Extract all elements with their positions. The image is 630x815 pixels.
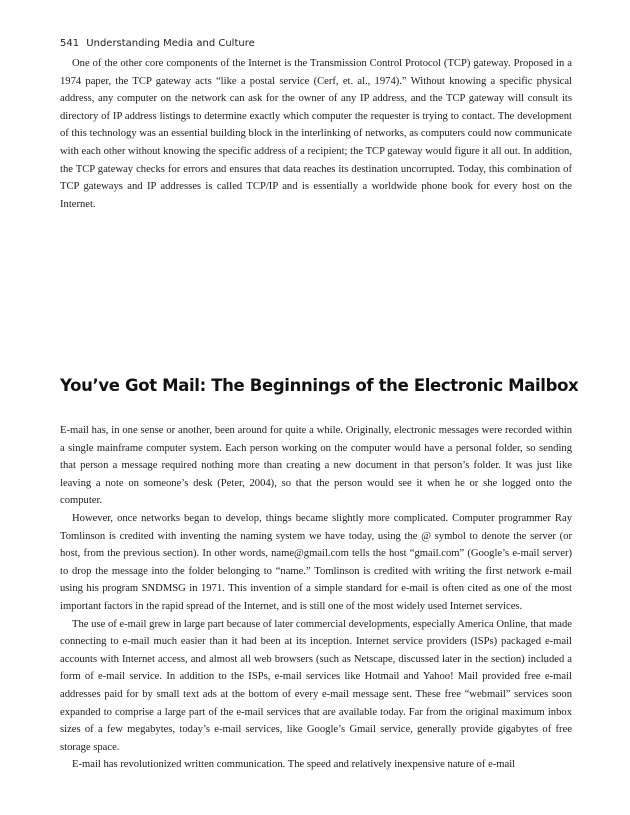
book-title: Understanding Media and Culture <box>86 38 255 49</box>
paragraph: The use of e-mail grew in large part because of later commercial developments, especially America Online, that made connecting to e-mail much easier than it had been at its inception. Internet service providers (ISPs) packaged e-mail accounts with Internet access, and almost all web browsers (such as Netscape, discussed later in the section) included a form of e-mail service. In addition to the ISPs, e-mail services like Hotmail and Yahoo! Mail provided free e-mail addresses paid for by small text ads at the bottom of every e-mail message sent. These free “webmail” services soon expanded to comprise a large part of the e-mail services that are available today. Far from the original maximum inbox sizes of a few megabytes, today’s e-mail services, like Google’s Gmail service, generally provide gigabytes of free storage space. <box>60 618 572 753</box>
tcp-section-text <box>60 55 572 213</box>
paragraph: E-mail has, in one sense or another, been around for quite a while. Originally, electronic messages were recorded within a single mainframe computer system. Each person working on the computer would have a personal folder, so sending that person a message required nothing more than creating a new document in that person’s folder. It was just like leaving a note on someone’s desk (Peter, 2004), so that the person would see it when he or she logged onto the computer. <box>60 425 572 507</box>
page-number: 541 <box>60 38 80 49</box>
running-header <box>60 38 255 49</box>
paragraph: E-mail has revolutionized written communication. The speed and relatively inexpensive nature of e-mail <box>72 759 516 771</box>
paragraph: One of the other core components of the Internet is the Transmission Control Protocol (TCP) gateway. Proposed in a 1974 paper, the TCP gateway acts “like a postal service (Cerf, et. al., 1974).” Without knowing a specific physical address, any computer on the network can ask for the owner of any IP address, and the TCP gateway will consult its directory of IP address listings to determine exactly which computer the requester is trying to contact. The development of this technology was an essential building block in the interlinking of networks, as computers could now communicate with each other without knowing the specific address of a recipient; the TCP gateway would figure it all out. In addition, the TCP gateway checks for errors and ensures that data reaches its destination uncorrupted. Today, this combination of TCP gateways and IP addresses is called TCP/IP and is essentially a worldwide phone book for every host on the Internet. <box>60 58 572 210</box>
section-heading: You’ve Got Mail: The Beginnings of the Electronic Mailbox <box>60 376 579 395</box>
email-section-text <box>60 422 572 774</box>
paragraph: However, once networks began to develop, things became slightly more complicated. Computer programmer Ray Tomlinson is credited with inventing the naming system we have today, using the @ symbol to denote the server (or host, from the previous section). In other words, name@gmail.com tells the host “gmail.com” (Google’s e-mail server) to drop the message into the folder belonging to “name.” Tomlinson is credited with writing the first network e-mail using his program SNDMSG in 1971. This invention of a simple standard for e-mail is often cited as one of the most important factors in the rapid spread of the Internet, and is still one of the most widely used Internet services. <box>60 512 572 612</box>
